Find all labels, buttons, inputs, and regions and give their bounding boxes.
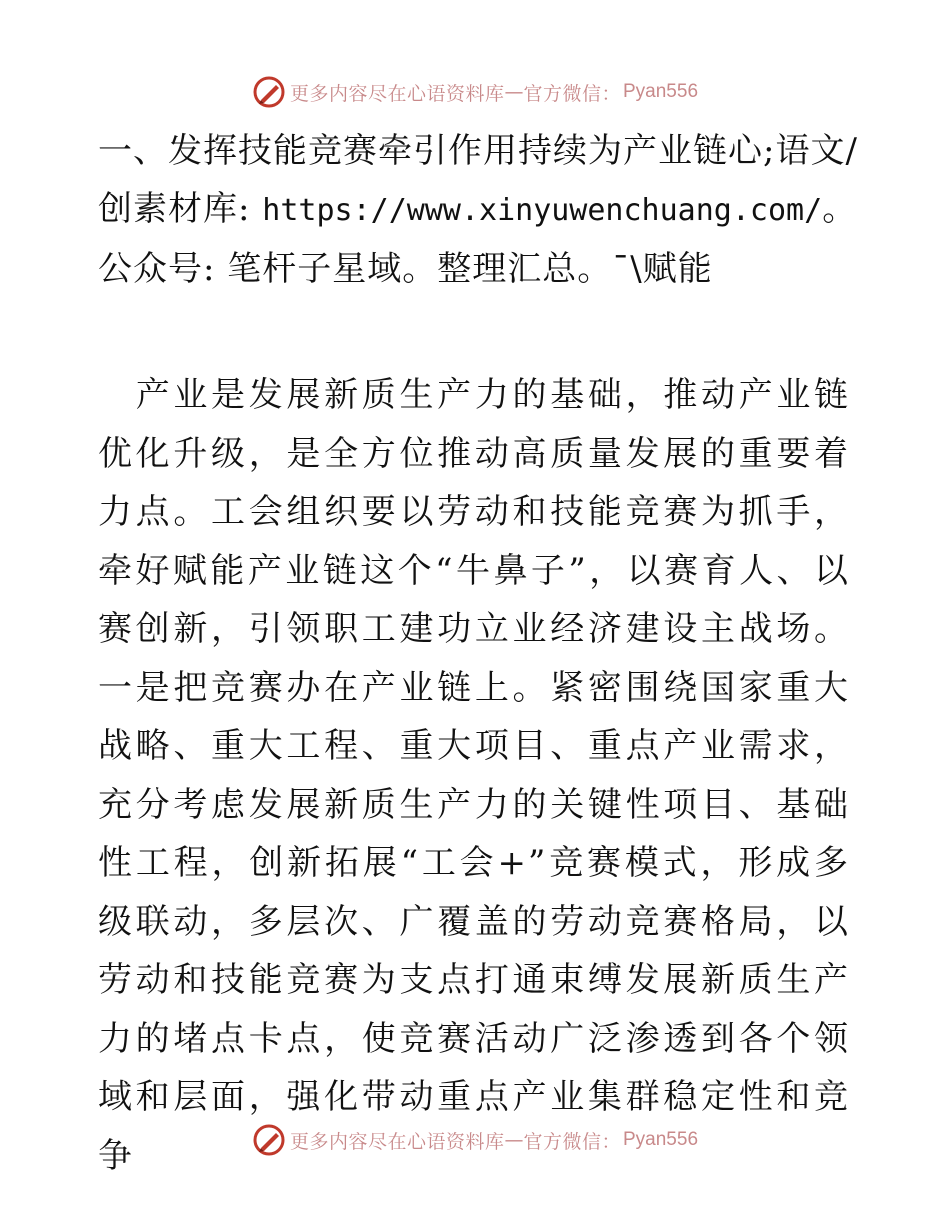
- watermark-official-label: 官方微信：: [523, 1130, 621, 1153]
- watermark-separator: —: [504, 81, 524, 103]
- watermark-text: 更多内容尽在心语资料库: [289, 82, 505, 105]
- section-heading: [98, 122, 858, 298]
- watermark-text: 更多内容尽在心语资料库: [289, 1130, 505, 1153]
- watermark-official-label: 官方微信：: [523, 82, 621, 105]
- heading-suffix: 。公众号: 笔杆子星域。整理汇总。¯\赋能: [98, 189, 858, 289]
- pen-logo-icon: [252, 75, 286, 109]
- watermark-header: [0, 72, 950, 112]
- watermark-wechat-id: Pyan556: [623, 81, 699, 102]
- watermark-footer: [0, 1120, 950, 1160]
- pen-logo-icon: [252, 1123, 286, 1157]
- body-paragraph: [98, 366, 850, 1185]
- heading-link[interactable]: https://www.xinyuwenchuang.com/: [262, 193, 823, 228]
- watermark-separator: —: [504, 1129, 524, 1151]
- watermark-wechat-id: Pyan556: [623, 1129, 699, 1150]
- paragraph-text: 产业是发展新质生产力的基础，推动产业链优化升级，是全方位推动高质量发展的重要着力点。工会组织要以劳动和技能竞赛为抓手，牵好赋能产业链这个“牛鼻子”，以赛育人、以赛创新，引领职工建功立业经济建设主战场。一是把竞赛办在产业链上。紧密围绕国家重大战略、重大工程、重大项目、重点产业需求，充分考虑发展新质生产力的关键性项目、基础性工程，创新拓展“工会+”竞赛模式，形成多级联动，多层次、广覆盖的劳动竞赛格局，以劳动和技能竞赛为支点打通束缚发展新质生产力的堵点卡点，使竞赛活动广泛渗透到各个领域和层面，强化带动重点产业集群稳定性和竞争: [98, 375, 851, 1176]
- heading-prefix: 一、发挥技能竞赛牵引作用持续为产业链心;语文/创素材库:: [98, 131, 858, 229]
